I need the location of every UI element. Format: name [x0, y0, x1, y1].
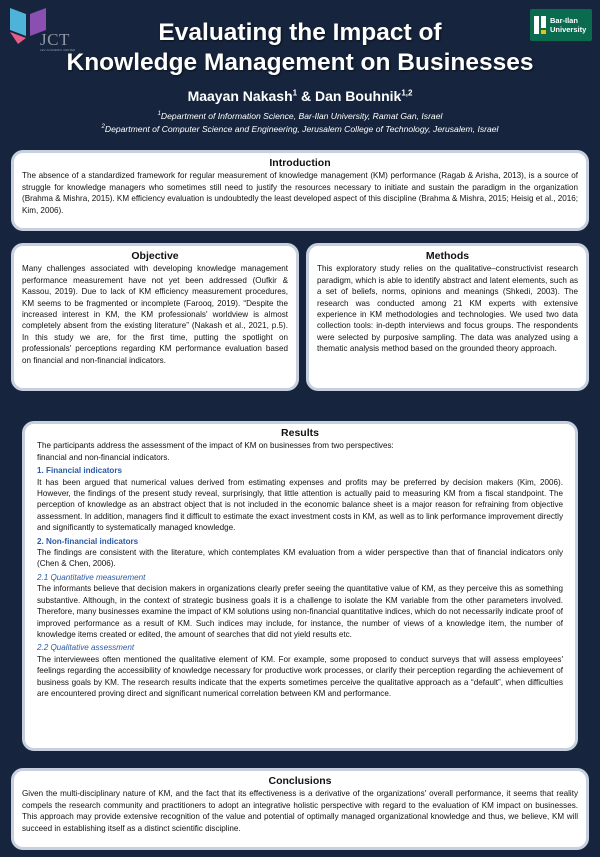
author-separator: &	[297, 88, 315, 104]
conclusions-heading: Conclusions	[268, 775, 332, 787]
qualitative-assessment-heading: 2.2 Qualitative assessment	[37, 643, 135, 653]
results-heading: Results	[281, 427, 319, 439]
authors	[0, 88, 600, 104]
quantitative-measurement-text: The informants believe that decision makers in organizations clearly prefer seeing the quantitative value of KM, as they perceive this as something substantive. Although, in the context of strategic business goals it is a challenge to isolate the KM variable from the other parameters involved. Therefore, many businesses examine the impact of KM solutions using non-financial quantitative indices, which do not necessarily indicate proof of improved performance as a result of KM. Such indices may include, for instance, the number of views of a knowledge item, the number of knowledge items created or edited, the amount of searches that did not yield results etc.	[37, 584, 563, 639]
results-intro-1: The participants address the assessment of the impact of KM on businesses from two perspectives:	[37, 441, 394, 451]
introduction-heading: Introduction	[269, 157, 331, 169]
quantitative-measurement-heading: 2.1 Quantitative measurement	[37, 572, 146, 582]
conclusions-text: Given the multi-disciplinary nature of KM, and the fact that its effectiveness is a derivative of the organizations' overall performance, it seems that reality compels the research community and practitioners to adopt an integrative holistic perspective with regard to the evaluation of KM impact on businesses. This approach may provide extensive recognition of the value and potential of optimally managed organizational knowledge and thus, we believe, KM will succeed in establishing itself as a distinct scientific discipline.	[22, 789, 578, 833]
objective-text: Many challenges associated with developing knowledge management performance measurement have not yet been addressed (Oufkir & Kassou, 2019). Due to lack of KM efficiency measurement procedures, KM seems to be fragmented or incomplete (Farooq, 2019). “Despite the increased interest in KM, the KM professionals' worldview is almost completely absent from the existing literature” (Nakash et al., 2021, p.5). In this study we are, for the first time, putting the spotlight on professionals' perceptions regarding KM performance evaluation based on financial and non-financial indicators.	[22, 264, 288, 365]
bar-ilan-name-line2: University	[550, 25, 587, 34]
author-1: Maayan Nakash	[187, 88, 293, 104]
poster-title	[60, 18, 540, 78]
methods-text: This exploratory study relies on the qualitative–constructivist research paradigm, which is able to identify abstract and latent elements, such as a set of beliefs, norms, opinions and meanings (Shkedi, 2003). The research was conducted among 21 KM experts with extensive experience in KM methodologies and technologies. We used two data collection tools: in-depth interviews and focus groups. The respondents were selected by purposive sampling. The data was analyzed using a thematic analysis method based on the grounded theory approach.	[317, 264, 578, 354]
financial-indicators-text: It has been argued that numerical values derived from estimating expenses and profits may be preferred by decision makers (Kim, 2006). However, the findings of the present study reveal, surprisingly, that little attention is actually paid to measuring KM from a fiscal standpoint. The perception of knowledge as an abstract object that is not included in the economic balance sheet is a major reason for refraining from objective assessment. In addition, managers find it difficult to estimate the exact investment costs in KM, as well as to link performance improvement directly and significantly to systematically managed knowledge.	[37, 477, 563, 533]
bar-ilan-name-line1: Bar-Ilan	[550, 16, 578, 25]
affiliation-2-text: Department of Computer Science and Engineering, Jerusalem College of Technology, Jerusalem, Israel	[104, 124, 499, 134]
results-intro-2: financial and non-financial indicators.	[37, 452, 170, 462]
non-financial-indicators-text: The findings are consistent with the literature, which contemplates KM evaluation from a wider perspective than that of financial indicators only (Chen & Chen, 2006).	[37, 548, 563, 569]
non-financial-indicators-heading: 2. Non-financial indicators	[37, 536, 139, 546]
objective-heading: Objective	[131, 250, 179, 262]
affiliation-2	[0, 124, 600, 134]
jct-logo-subtext: LEV ACADEMIC CENTER	[40, 48, 76, 52]
financial-indicators-heading: 1. Financial indicators	[37, 466, 123, 476]
conclusions-section	[11, 768, 589, 850]
affiliation-1-text: Department of Information Science, Bar-Ilan University, Ramat Gan, Israel	[160, 111, 443, 121]
methods-heading: Methods	[425, 250, 470, 262]
methods-section	[306, 243, 589, 391]
objective-section	[11, 243, 299, 391]
affiliation-1-num: 1	[157, 111, 161, 118]
results-section	[22, 421, 578, 751]
title-line-1: Evaluating the Impact of	[158, 19, 442, 46]
author-1-sup: 1	[292, 88, 298, 98]
author-2: Dan Bouhnik	[314, 88, 402, 104]
author-2-sup: 1,2	[401, 88, 413, 98]
introduction-text: The absence of a standardized framework for regular measurement of knowledge management (KM) performance (Ragab & Arisha, 2013), is a source of struggle for knowledge managers who sometimes still need to justify the resources necessary to initiate and sustain the paradigm in the organization (Brahma & Mishra, 2015). KM efficiency evaluation is undoubtedly the least developed aspect of this discipline (Brahma & Mishra, 2015; Heisig et al., 2016; Kim, 2006).	[22, 171, 578, 215]
affiliation-2-num: 2	[101, 124, 105, 131]
introduction-section	[11, 150, 589, 231]
jct-logo-text: JCT	[40, 30, 70, 49]
title-line-2: Knowledge Management on Businesses	[66, 49, 534, 76]
affiliation-1	[0, 111, 600, 121]
qualitative-assessment-text: The interviewees often mentioned the qualitative element of KM. For example, some proposed to conduct surveys that will assess employees' feelings regarding the accessibility of knowledge necessary for productive work processes, or clarify their perception regarding the achievement of business goals by KM. The research results indicate that the experts sometimes perceive the qualitative approach as a “default”, when difficulties are encountered proving direct and significant numerical correlation between KM and performance.	[37, 654, 563, 698]
